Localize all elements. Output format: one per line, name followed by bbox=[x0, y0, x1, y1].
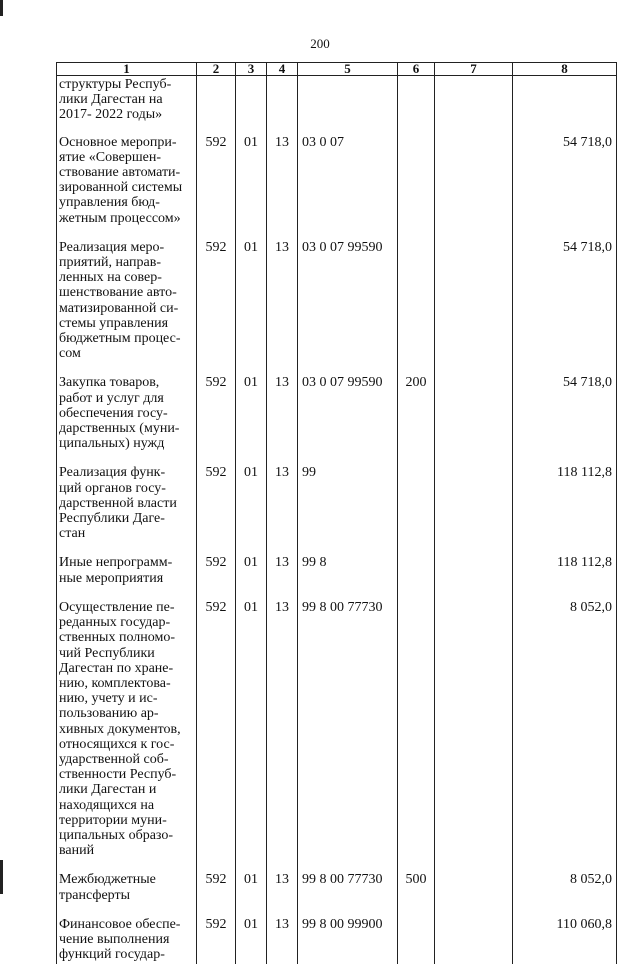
target-article-code: 99 8 00 99900 bbox=[298, 917, 398, 964]
target-article-code: 03 0 07 bbox=[298, 135, 398, 240]
chapter-code bbox=[197, 76, 236, 135]
table-row bbox=[57, 465, 617, 555]
amount: 54 718,0 bbox=[513, 135, 617, 240]
chapter-code: 592 bbox=[197, 465, 236, 555]
page-number: 200 bbox=[0, 36, 640, 52]
chapter-code: 592 bbox=[197, 135, 236, 240]
target-article-code bbox=[298, 76, 398, 135]
column-header: 7 bbox=[435, 63, 513, 76]
expense-type-code bbox=[398, 76, 435, 135]
column-7-value bbox=[435, 465, 513, 555]
row-name: Реализация функ- ций органов госу- дарственной власти Республики Даге- стан bbox=[57, 465, 197, 555]
chapter-code: 592 bbox=[197, 600, 236, 872]
table-header-row bbox=[57, 63, 617, 76]
budget-table bbox=[56, 62, 617, 964]
column-7-value bbox=[435, 76, 513, 135]
chapter-code: 592 bbox=[197, 240, 236, 376]
section-code: 01 bbox=[236, 872, 267, 916]
column-header: 8 bbox=[513, 63, 617, 76]
amount: 118 112,8 bbox=[513, 555, 617, 599]
amount: 54 718,0 bbox=[513, 375, 617, 465]
subsection-code bbox=[267, 76, 298, 135]
target-article-code: 99 8 00 77730 bbox=[298, 872, 398, 916]
column-7-value bbox=[435, 872, 513, 916]
column-7-value bbox=[435, 555, 513, 599]
expense-type-code bbox=[398, 240, 435, 376]
column-header: 5 bbox=[298, 63, 398, 76]
column-header: 3 bbox=[236, 63, 267, 76]
subsection-code: 13 bbox=[267, 555, 298, 599]
expense-type-code bbox=[398, 465, 435, 555]
row-name: структуры Респуб- лики Дагестан на 2017- 2022 годы» bbox=[57, 76, 197, 135]
scan-edge-mark bbox=[0, 0, 3, 16]
table-row bbox=[57, 917, 617, 964]
table-row bbox=[57, 135, 617, 240]
scan-edge-mark bbox=[0, 860, 3, 894]
row-name: Реализация меро- приятий, направ- ленных на совер- шенствование авто- матизированной си- стемы управления бюджетным процес- сом bbox=[57, 240, 197, 376]
chapter-code: 592 bbox=[197, 872, 236, 916]
section-code: 01 bbox=[236, 465, 267, 555]
subsection-code: 13 bbox=[267, 240, 298, 376]
column-7-value bbox=[435, 135, 513, 240]
expense-type-code: 200 bbox=[398, 375, 435, 465]
table-body bbox=[57, 76, 617, 964]
chapter-code: 592 bbox=[197, 375, 236, 465]
row-name: Иные непрограмм- ные мероприятия bbox=[57, 555, 197, 599]
expense-type-code bbox=[398, 555, 435, 599]
chapter-code: 592 bbox=[197, 555, 236, 599]
row-name: Финансовое обеспе- чение выполнения функций государ- bbox=[57, 917, 197, 964]
column-header: 4 bbox=[267, 63, 298, 76]
column-7-value bbox=[435, 375, 513, 465]
target-article-code: 99 8 00 77730 bbox=[298, 600, 398, 872]
section-code: 01 bbox=[236, 917, 267, 964]
target-article-code: 99 8 bbox=[298, 555, 398, 599]
table-row bbox=[57, 872, 617, 916]
subsection-code: 13 bbox=[267, 465, 298, 555]
target-article-code: 03 0 07 99590 bbox=[298, 375, 398, 465]
target-article-code: 03 0 07 99590 bbox=[298, 240, 398, 376]
row-name: Осуществление пе- реданных государ- ственных полномо- чий Республики Дагестан по хране- нию, комплектова- нию, учету и ис- пользованию ар- хивных документов, относящихся к гос- ударственной соб- ственности Респуб- лики Дагестан и находящихся на территории муни- ципальных образо- ваний bbox=[57, 600, 197, 872]
expense-type-code: 500 bbox=[398, 872, 435, 916]
amount: 110 060,8 bbox=[513, 917, 617, 964]
column-7-value bbox=[435, 240, 513, 376]
section-code: 01 bbox=[236, 600, 267, 872]
column-header: 2 bbox=[197, 63, 236, 76]
section-code: 01 bbox=[236, 555, 267, 599]
column-header: 6 bbox=[398, 63, 435, 76]
amount: 8 052,0 bbox=[513, 872, 617, 916]
expense-type-code bbox=[398, 917, 435, 964]
subsection-code: 13 bbox=[267, 375, 298, 465]
subsection-code: 13 bbox=[267, 872, 298, 916]
section-code: 01 bbox=[236, 375, 267, 465]
table-row bbox=[57, 240, 617, 376]
amount: 118 112,8 bbox=[513, 465, 617, 555]
amount: 54 718,0 bbox=[513, 240, 617, 376]
table-row bbox=[57, 76, 617, 135]
chapter-code: 592 bbox=[197, 917, 236, 964]
subsection-code: 13 bbox=[267, 600, 298, 872]
column-7-value bbox=[435, 917, 513, 964]
column-7-value bbox=[435, 600, 513, 872]
section-code: 01 bbox=[236, 135, 267, 240]
section-code: 01 bbox=[236, 240, 267, 376]
expense-type-code bbox=[398, 135, 435, 240]
table-row bbox=[57, 375, 617, 465]
section-code bbox=[236, 76, 267, 135]
subsection-code: 13 bbox=[267, 135, 298, 240]
target-article-code: 99 bbox=[298, 465, 398, 555]
row-name: Закупка товаров, работ и услуг для обеспечения госу- дарственных (муни- ципальных) нужд bbox=[57, 375, 197, 465]
amount: 8 052,0 bbox=[513, 600, 617, 872]
column-header: 1 bbox=[57, 63, 197, 76]
table-row bbox=[57, 555, 617, 599]
expense-type-code bbox=[398, 600, 435, 872]
subsection-code: 13 bbox=[267, 917, 298, 964]
table-row bbox=[57, 600, 617, 872]
amount bbox=[513, 76, 617, 135]
row-name: Межбюджетные трансферты bbox=[57, 872, 197, 916]
row-name: Основное меропри- ятие «Совершен- ствование автомати- зированной системы управления бюд- жетным процессом» bbox=[57, 135, 197, 240]
